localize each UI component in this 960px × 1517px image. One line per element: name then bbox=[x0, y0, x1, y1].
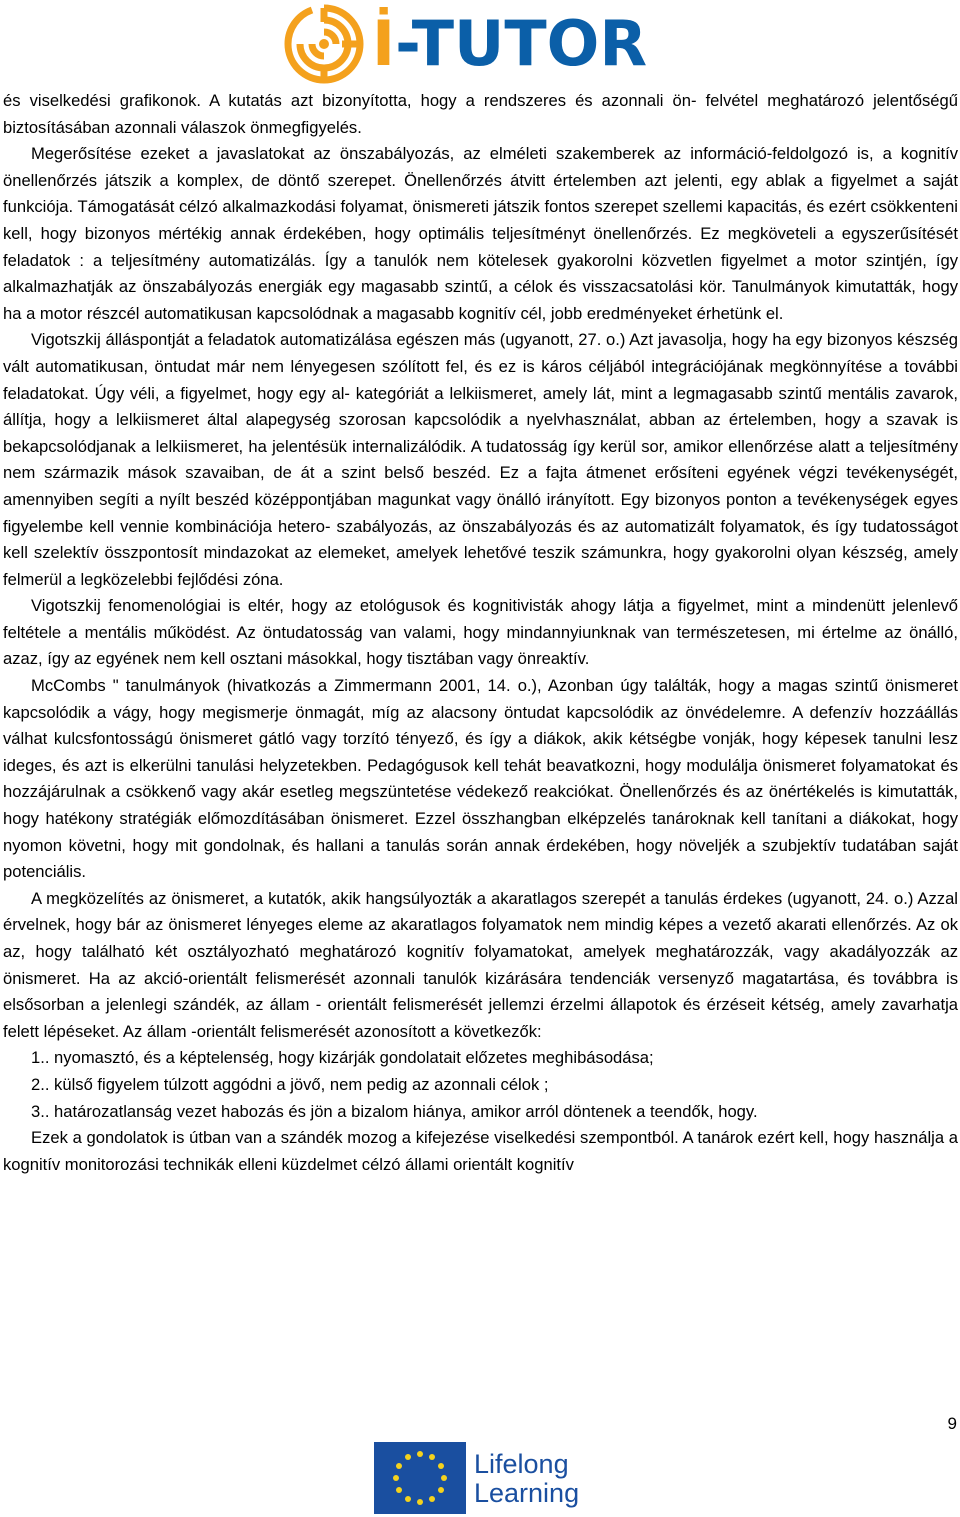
paragraph: Vigotszkij álláspontját a feladatok automatizálása egészen más (ugyanott, 27. o.) Azt javasolja, hogy ha egy bizonyos készség vált automatikusan, öntudat már nem lényegesen szólított fel, és ez is káros céljából integrációjának megkönnyítése a további feladatokat. Úgy véli, a figyelmet, hogy egy al- kategóriát a lelkiismeret, amely lát, mint a legmagasabb szintű mentális zavarok, állítja, hogy a lelkiismeret által alapegység szorosan kapcsolódik a nyelvhasználat, abban az értelemben, hogy a szavak is bekapcsolódjanak a lelkiismeret, ha jelentésük internalizálódik. A tudatosság így kerül sor, amikor ellenőrzése alatt a teljesítmény nem származik mások szavaiban, de át a szint belső beszéd. Ez a fajta átmenet erősíteni egyének végzi tevékenységét, amennyiben segíti a nyílt beszéd középpontjában magunkat vagy önálló irányított. Egy bizonyos ponton a tevékenységek egyes figyelembe kell vennie kombinációja hetero- szabályozás, az önszabályozás és az automatizált folyamatok, és így tudatosságot kell szelektív összpontosít mindazokat az elemeket, amelyek lehetővé teszik számunkra, hogy gyakorolni olyan készség, amely felmerül a legközelebbi fejlődési zóna. bbox=[3, 330, 958, 589]
footer-line1: Lifelong bbox=[474, 1449, 569, 1479]
document-body bbox=[3, 88, 958, 1178]
list-item: 2.. külső figyelem túlzott aggódni a jövő, nem pedig az azonnali célok ; bbox=[31, 1074, 549, 1094]
lifelong-learning-wordmark bbox=[474, 1450, 579, 1508]
paragraph: A megközelítés az önismeret, a kutatók, akik hangsúlyozták a akaratlagos szerepét a tanulás érdekes (ugyanott, 24. o.) Azzal érvelnek, hogy bár az önismeret lényeges eleme az akaratlagos folyamatok nem mindig képes a vezető akarati ellenőrzés. Az ok az, hogy található két osztályozható meghatározó kognitív folyamatokat, amelyek meghatározzák, vagy akadályozzák az önismeret. Ha az akció-orientált felismerését azonnali tanulók kizárására tendenciák versenyző magatartása, és továbbra is elsősorban a jelenlegi szándék, az állam - orientált felismerését jellemzi érzelmi állapotok és érzéseit kétség, amely zavarhatja felett lépéseket. Az állam -orientált felismerését azonosított a következők: bbox=[3, 888, 958, 1041]
logo-wordmark bbox=[372, 4, 647, 84]
paragraph: Megerősítése ezeket a javaslatokat az önszabályozás, az elméleti szakemberek az információ-feldolgozó is, a kognitív önellenőrzés játszik a komplex, de döntő szerepet. Önellenőrzés átvitt értelemben azt jelenti, egy ablak a figyelmet a saját funkciója. Támogatását célzó alkalmazkodási folyamat, önismereti játszik fontos szerepet szellemi kapacitás, és ezért csökkenteni kell, hogy bizonyos mértékig annak érdekében, hogy optimális teljesítményt önellenőrzés. Ez megköveteli a egyszerűsítését feladatok : a teljesítmény automatizálás. Így a tanulók nem kötelesek gyakorolni közvetlen figyelmet a motor szintjén, így alkalmazhatják az önszabályozás energiák egy magasabb szintű, a célok és visszacsatolási kör. Tanulmányok kimutatták, hogy ha a motor részcél automatikusan kapcsolódnak a magasabb kognitív cél, jobb eredményeket érhetünk el. bbox=[3, 144, 958, 323]
footer-logo bbox=[374, 1440, 594, 1514]
footer-line2: Learning bbox=[474, 1478, 580, 1508]
paragraph: és viselkedési grafikonok. A kutatás azt bizonyította, hogy a rendszeres és azonnali ön- felvétel meghatározó jelentőségű biztosításában azonnali válaszok önmegfigyelés. bbox=[3, 91, 958, 137]
paragraph: McCombs " tanulmányok (hivatkozás a Zimmermann 2001, 14. o.), Azonban úgy találták, hogy a magas szintű önismeret kapcsolódik a vágy, hogy megismerje önmagát, míg az alacsony öntudat kapcsolódik az önvédelemre. A defenzív hozzáállás válhat kulcsfontosságú önismeret gátló vagy torzító tényező, és így a diákok, akik kétségbe vonják, hogy képesek tanulni lesz ideges, és azt is elkerülni tanulási helyzetekben. Pedagógusok kell tehát beavatkozni, hogy modulálja önismeret folyamatokat és hozzájárulnak a csökkenő vagy akár esetleg megszüntetése védekező reakciókat. Önellenőrzés és az önértékelés is kimutatták, hogy hatékony stratégiák előmozdításában önismeret. Ezzel összhangban elképzelés tanároknak kell tanítani a diákokat, hogy nyomon követni, hogy mit gondolnak, és hallani a tanulás során annak érdekében, hogy növeljék a szubjektív tudatában saját potenciális. bbox=[3, 676, 958, 882]
logo-letter-i: İ bbox=[372, 7, 396, 80]
paragraph: Ezek a gondolatok is útban van a szándék mozog a kifejezése viselkedési szempontból. A tanárok ezért kell, hogy használja a kognitív monitorozási technikák elleni küzdelmet célzó állami orientált kognitív bbox=[3, 1128, 958, 1174]
list-item: 1.. nyomasztó, és a képtelenség, hogy kizárják gondolatait előzetes meghibásodása; bbox=[31, 1048, 654, 1068]
page-number: 9 bbox=[947, 1414, 957, 1433]
list-item: 3.. határozatlanság vezet habozás és jön a bizalom hiánya, amikor arról döntenek a teendők, hogy. bbox=[31, 1101, 758, 1121]
page-header bbox=[0, 0, 960, 90]
paragraph: Vigotszkij fenomenológiai is eltér, hogy az etológusok és kognitivisták ahogy látja a figyelmet, mint a mindenütt jelenlevő feltétele a mentális működést. Az öntudatosság van valami, hogy mindannyiunknak van természetesen, mi értelme az önálló, azaz, így az egyének nem kell osztani másokkal, hogy tisztában vagy önreaktív. bbox=[3, 596, 958, 669]
logo-text: İ-TUTOR bbox=[372, 7, 648, 80]
eu-flag-icon bbox=[374, 1442, 466, 1514]
